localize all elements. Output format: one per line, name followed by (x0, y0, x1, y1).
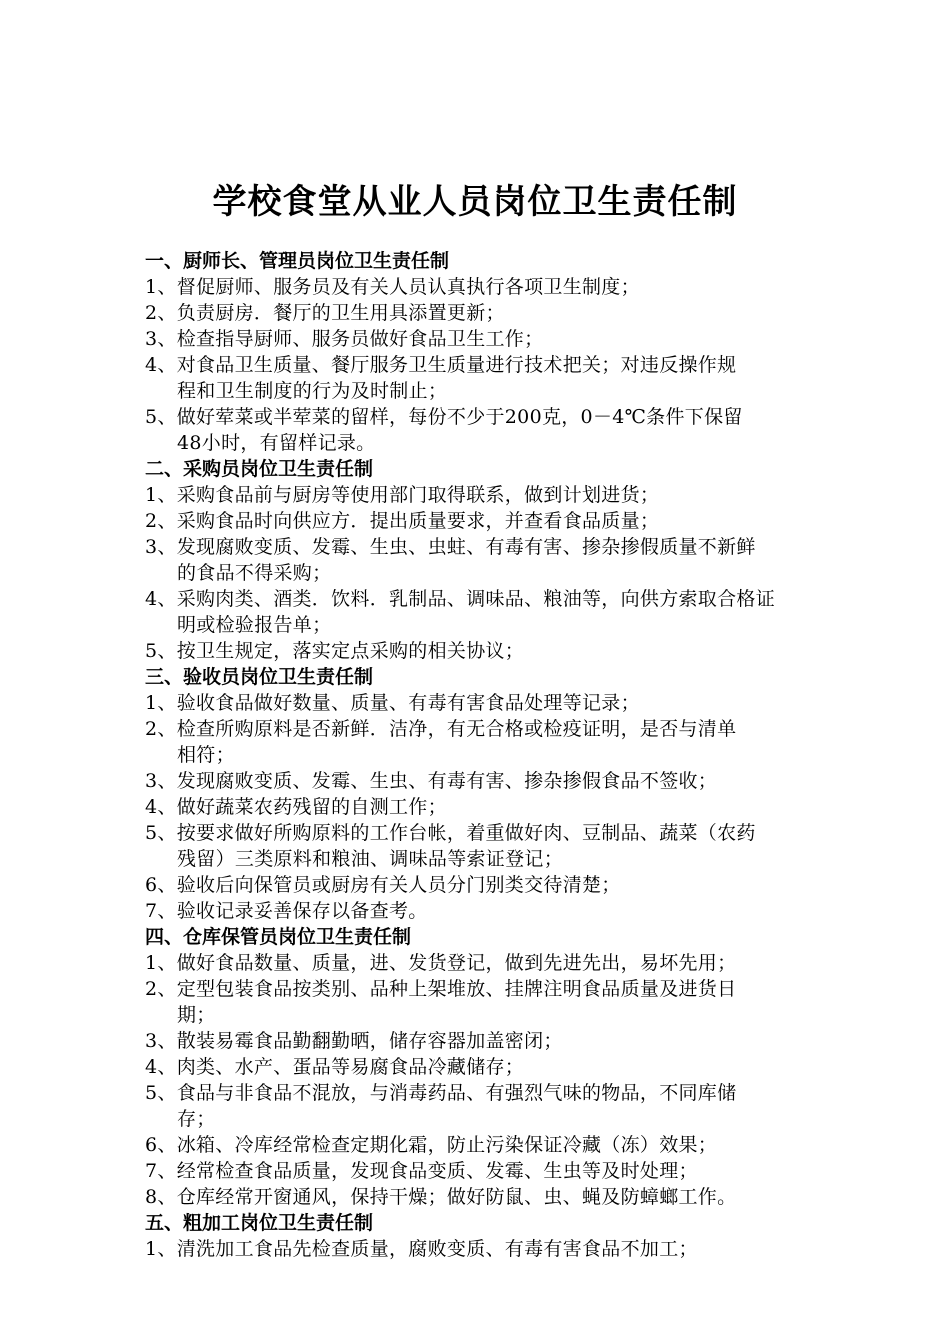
section-heading: 三、验收员岗位卫生责任制 (145, 666, 374, 688)
list-item: 1、做好食品数量、质量，进、发货登记，做到先进先出，易坏先用； (145, 952, 737, 974)
list-item: 4、肉类、水产、蛋品等易腐食品冷藏储存； (145, 1056, 525, 1078)
section-heading: 二、采购员岗位卫生责任制 (145, 458, 374, 480)
list-item: 2、定型包装食品按类别、品种上架堆放、挂牌注明食品质量及进货日 期； (145, 978, 737, 1026)
section-heading: 一、厨师长、管理员岗位卫生责任制 (145, 250, 450, 272)
list-item: 5、按卫生规定，落实定点采购的相关协议； (145, 640, 525, 662)
list-item: 2、采购食品时向供应方．提出质量要求，并查看食品质量； (145, 510, 660, 532)
list-item: 1、清洗加工食品先检查质量，腐败变质、有毒有害食品不加工； (145, 1238, 698, 1260)
list-item: 4、采购肉类、酒类．饮料．乳制品、调味品、粮油等，向供方索取合格证 明或检验报告单； (145, 588, 775, 636)
list-item: 1、验收食品做好数量、质量、有毒有害食品处理等记录； (145, 692, 640, 714)
list-item: 7、经常检查食品质量，发现食品变质、发霉、生虫等及时处理； (145, 1160, 698, 1182)
list-item: 3、散装易霉食品勤翻勤晒，储存容器加盖密闭； (145, 1030, 563, 1052)
list-item: 2、负责厨房．餐厅的卫生用具添置更新； (145, 302, 505, 324)
list-item: 2、检查所购原料是否新鲜．洁净，有无合格或检疫证明，是否与清单 相符； (145, 718, 737, 766)
section-heading: 四、仓库保管员岗位卫生责任制 (145, 926, 412, 948)
list-item: 5、做好荤菜或半荤菜的留样，每份不少于200克，0－4℃条件下保留 48小时，有留样记录。 (145, 406, 743, 454)
list-item: 5、食品与非食品不混放，与消毒药品、有强烈气味的物品，不同库储 存； (145, 1082, 737, 1130)
list-item: 6、冰箱、冷库经常检查定期化霜，防止污染保证冷藏（冻）效果； (145, 1134, 718, 1156)
list-item: 1、采购食品前与厨房等使用部门取得联系，做到计划进货； (145, 484, 660, 506)
list-item: 3、发现腐败变质、发霉、生虫、虫蛀、有毒有害、掺杂掺假质量不新鲜 的食品不得采购； (145, 536, 756, 584)
section-heading: 五、粗加工岗位卫生责任制 (145, 1212, 374, 1234)
list-item: 8、仓库经常开窗通风，保持干燥；做好防鼠、虫、蝇及防蟑螂工作。 (145, 1186, 737, 1208)
list-item: 4、对食品卫生质量、餐厅服务卫生质量进行技术把关；对违反操作规 程和卫生制度的行为及时制止； (145, 354, 737, 402)
list-item: 3、发现腐败变质、发霉、生虫、有毒有害、掺杂掺假食品不签收； (145, 770, 718, 792)
list-item: 6、验收后向保管员或厨房有关人员分门别类交待清楚； (145, 874, 621, 896)
list-item: 4、做好蔬菜农药残留的自测工作； (145, 796, 447, 818)
list-item: 1、督促厨师、服务员及有关人员认真执行各项卫生制度； (145, 276, 640, 298)
document-title: 学校食堂从业人员岗位卫生责任制 (212, 182, 738, 222)
list-item: 5、按要求做好所购原料的工作台帐，着重做好肉、豆制品、蔬菜（农药 残留）三类原料和粮油、调味品等索证登记； (145, 822, 756, 870)
document-body (145, 248, 815, 1262)
list-item: 7、验收记录妥善保存以备查考。 (145, 900, 428, 922)
list-item: 3、检查指导厨师、服务员做好食品卫生工作； (145, 328, 544, 350)
